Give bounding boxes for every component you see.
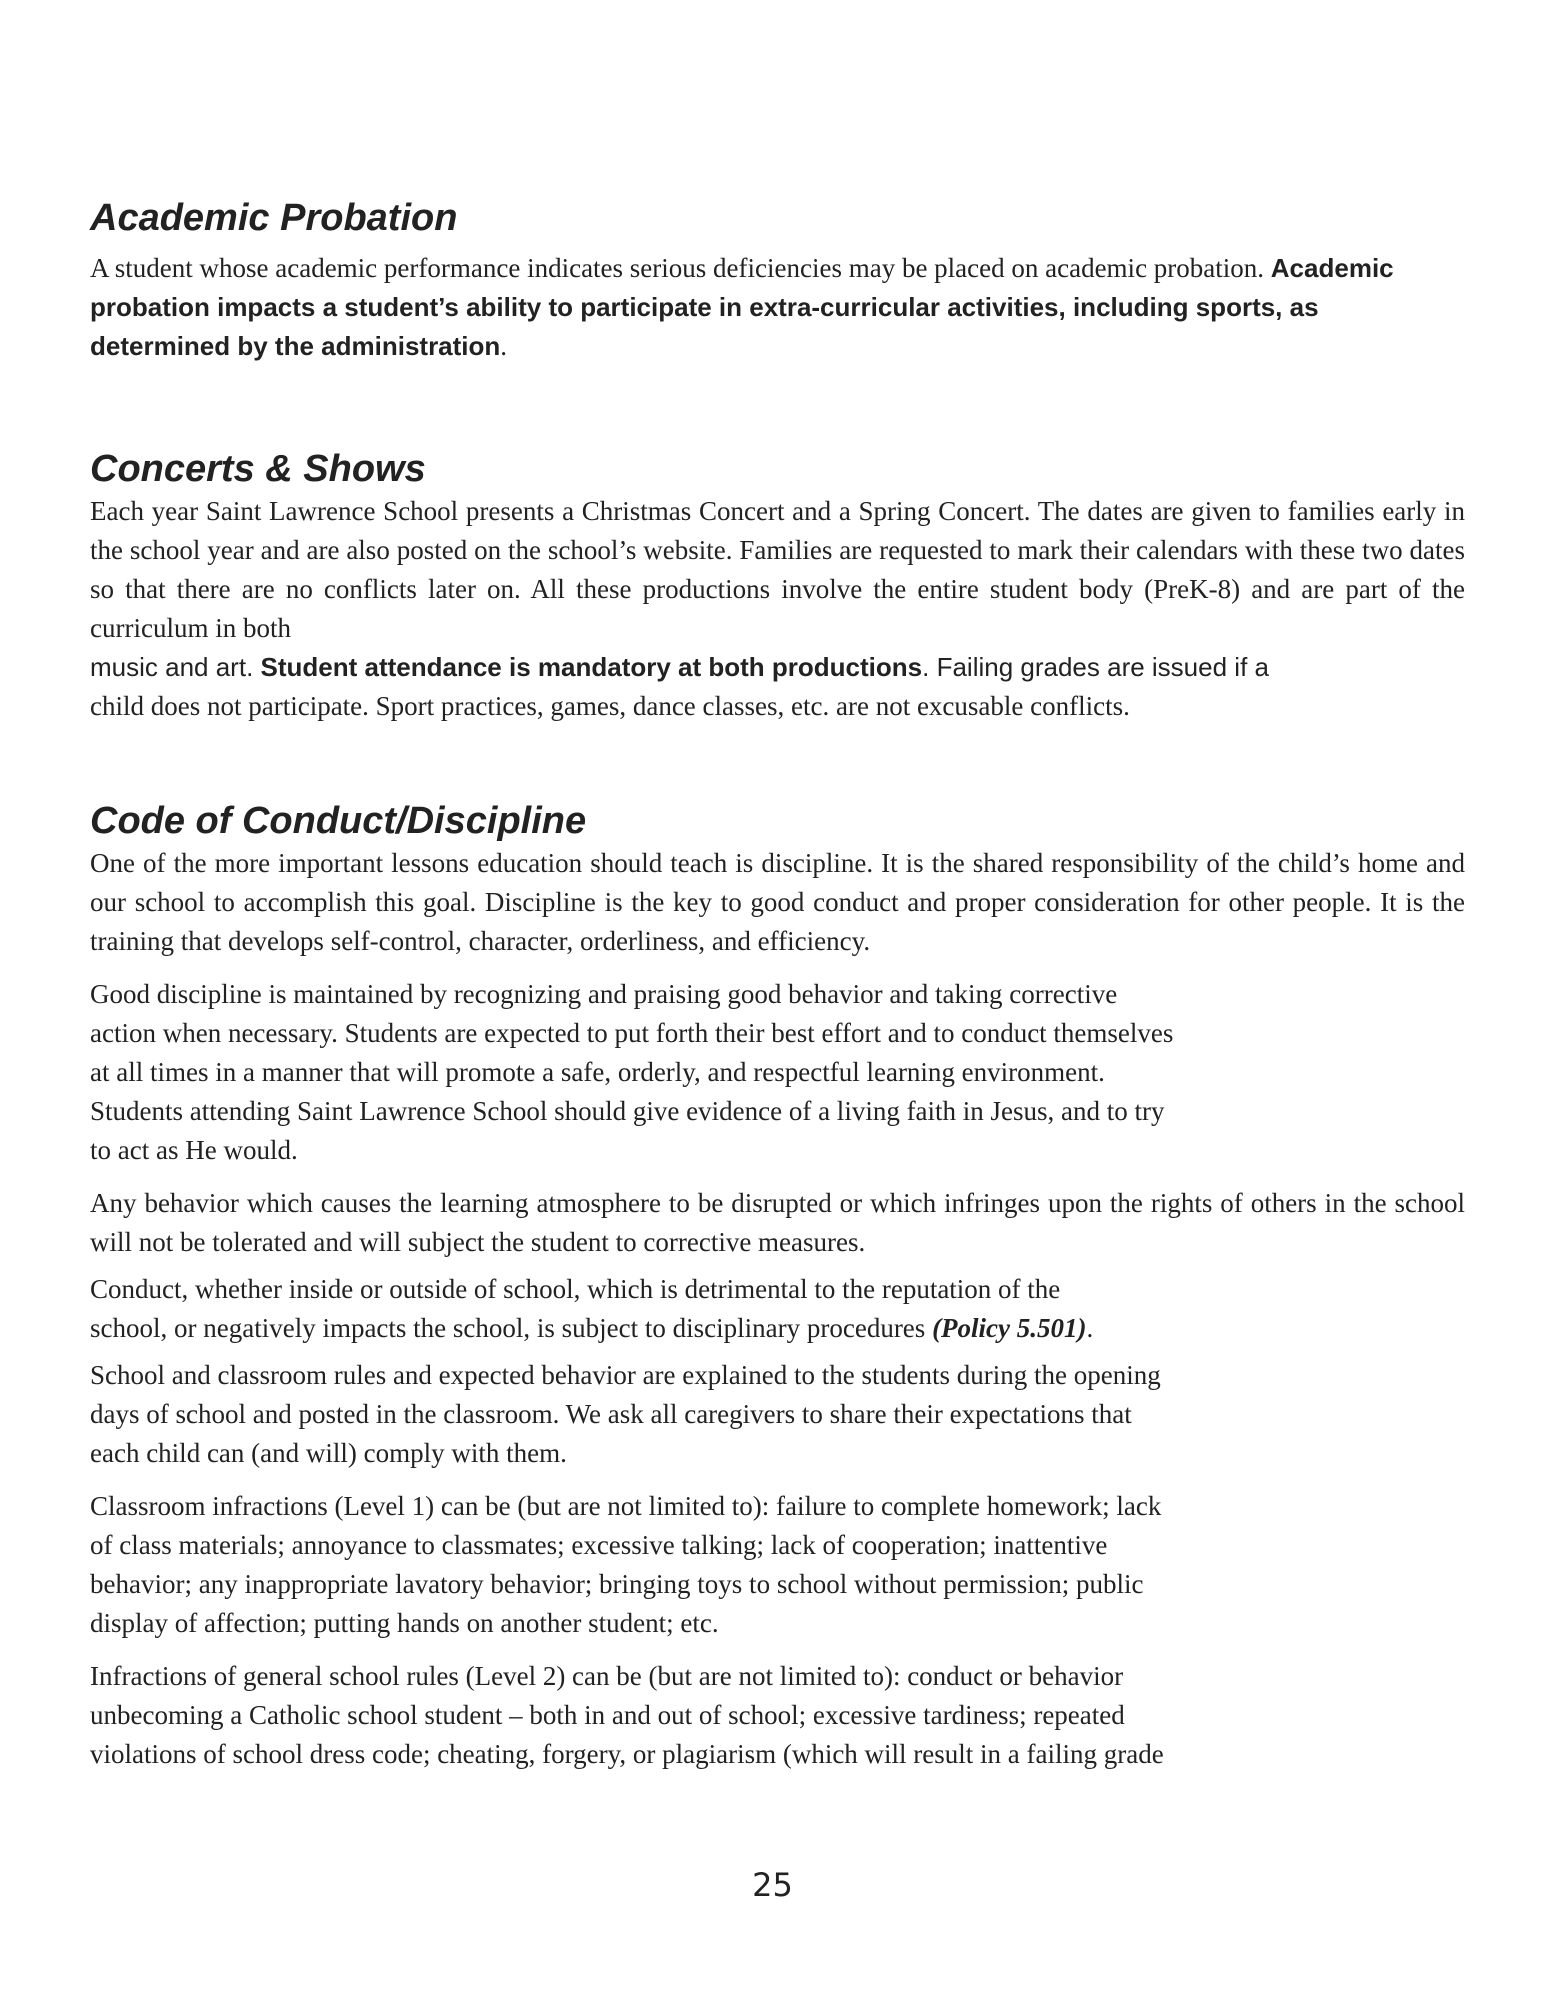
conduct-paragraph-2: Good discipline is maintained by recognizing and praising good behavior and taking corrective action when necessary. Students are expected to put forth their best effort and to conduct themselves at all times in a manner that will promote a safe, orderly, and respectful learning environment. Students attending Saint Lawrence School should give evidence of a living faith in Jesus, and to try to act as He would. (90, 979, 1174, 1165)
section-heading-concerts: Concerts & Shows (90, 448, 426, 490)
probation-emphasis: Academic probation impacts a student’s ability to participate in extra-curricular activities, including sports, as determined by the administration (90, 253, 1394, 361)
section-heading-code-of-conduct: Code of Conduct/Discipline (90, 800, 587, 842)
conduct-paragraph-5: School and classroom rules and expected behavior are explained to the students during the opening days of school and posted in the classroom. We ask all caregivers to share their expectations that each child can (and will) comply with them. (90, 1360, 1161, 1468)
academic-probation-paragraph: A student whose academic performance indicates serious deficiencies may be placed on academic probation. Academic probation impacts a student’s ability to participate in extra-curricular activities, including sports, as determined by the administration. (90, 253, 1394, 361)
document-page (90, 195, 1465, 1774)
policy-reference: (Policy 5.501) (932, 1313, 1087, 1343)
conduct-paragraph-7: Infractions of general school rules (Level 2) can be (but are not limited to): conduct or behavior unbecoming a Catholic school student – both in and out of school; excessive tardiness; repeated violations of school dress code; cheating, forgery, or plagiarism (which will result in a failing grade (90, 1661, 1164, 1769)
conduct-paragraph-6: Classroom infractions (Level 1) can be (but are not limited to): failure to complete homework; lack of class materials; annoyance to classmates; excessive talking; lack of cooperation; inattentive behavior; any inappropriate lavatory behavior; bringing toys to school without permission; public display of affection; putting hands on another student; etc. (90, 1491, 1162, 1638)
concerts-paragraph: Each year Saint Lawrence School presents a Christmas Concert and a Spring Concert. The dates are given to families early in the school year and are also posted on the school’s website. Families are requested to mark their calendars with these two dates so that there are no conflicts later on. All these productions involve the entire student body (PreK-8) and are part of the curriculum in both (90, 496, 1465, 643)
page-number: 25 (752, 1866, 793, 1904)
attendance-emphasis: Student attendance is mandatory at both productions (260, 652, 923, 682)
conduct-paragraph-4: Conduct, whether inside or outside of school, which is detrimental to the reputation of the school, or negatively impacts the school, is subject to disciplinary procedures (Policy 5.501). (90, 1274, 1094, 1343)
conduct-paragraph-1: One of the more important lessons education should teach is discipline. It is the shared responsibility of the child’s home and our school to accomplish this goal. Discipline is the key to good conduct and proper consideration for other people. It is the training that develops self-control, character, orderliness, and efficiency. (90, 848, 1465, 956)
conduct-paragraph-3: Any behavior which causes the learning atmosphere to be disrupted or which infringes upon the rights of others in the school will not be tolerated and will subject the student to corrective measures. (90, 1188, 1465, 1257)
section-heading-academic-probation: Academic Probation (90, 197, 458, 239)
concerts-paragraph-continued: music and art. Student attendance is mandatory at both productions. Failing grades are issued if a child does not participate. Sport practices, games, dance classes, etc. are not excusable conflicts. (90, 652, 1269, 721)
